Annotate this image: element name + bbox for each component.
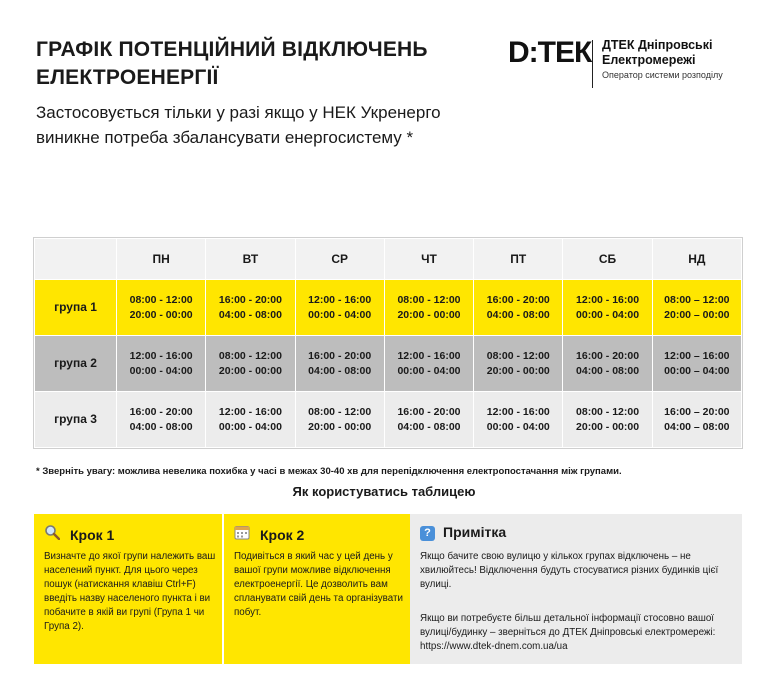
header-day: НД [652, 239, 741, 280]
time-slot: 20:00 - 00:00 [486, 364, 550, 377]
time-slot: 08:00 - 12:00 [576, 405, 640, 418]
schedule-cell [117, 280, 206, 336]
time-slot: 08:00 - 12:00 [397, 293, 461, 306]
schedule-cell [474, 336, 563, 392]
schedule-cell [295, 336, 384, 392]
time-slot: 16:00 - 20:00 [486, 293, 550, 306]
time-slot: 20:00 - 00:00 [308, 420, 372, 433]
step2-heading [234, 524, 304, 543]
time-slot: 20:00 - 00:00 [129, 308, 193, 321]
group-label: група 1 [35, 280, 117, 336]
schedule-cell [474, 280, 563, 336]
time-slot: 16:00 – 20:00 [664, 405, 730, 418]
step1-panel [34, 514, 222, 664]
step1-text: Визначте до якої групи належить ваш населений пункт. Для цього через пошук (натискання клавіш Ctrl+F) введіть назву населеного пункта і ви побачите в якій ви групі (Група 1 чи Група 2). [44, 551, 216, 632]
time-slot: 08:00 - 12:00 [308, 405, 372, 418]
time-slot: 16:00 - 20:00 [129, 405, 193, 418]
remark-panel [410, 514, 742, 664]
step2-title: Крок 2 [260, 527, 305, 543]
time-slot: 04:00 - 08:00 [576, 364, 640, 377]
time-slot: 16:00 - 20:00 [218, 293, 282, 306]
step1-heading [44, 524, 114, 543]
step2-text: Подивіться в який час у цей день у вашої групи можливе відключення електроенергії. Це дозволить вам спланувати свій день та організувати побут. [234, 551, 403, 618]
time-slot: 04:00 - 08:00 [218, 308, 282, 321]
header-day: СР [295, 239, 384, 280]
time-slot: 00:00 - 04:00 [397, 364, 461, 377]
remark-heading [420, 524, 506, 541]
page-subtitle: Застосовується тільки у разі якщо у НЕК Укренерго виникне потреба збалансувати енергосистему * [36, 103, 441, 147]
schedule-cell [563, 336, 652, 392]
header-day: ЧТ [384, 239, 473, 280]
time-slot: 08:00 - 12:00 [218, 349, 282, 362]
logo-company-name: ДТЕК Дніпровські Електромережі [602, 38, 713, 67]
time-slot: 00:00 - 04:00 [129, 364, 193, 377]
schedule-cell [652, 392, 741, 448]
time-slot: 16:00 - 20:00 [576, 349, 640, 362]
dtek-logo [508, 36, 738, 96]
step2-panel [224, 514, 410, 664]
schedule-cell [295, 392, 384, 448]
step1-title: Крок 1 [70, 527, 115, 543]
remark-text-2: Якщо ви потребуєте більш детальної інформації стосовно вашої вулиці/будинку – зверніться до ДТЕК Дніпровські електромережі: https://www.dtek-dnem.com.ua/ua [420, 613, 716, 652]
time-slot: 00:00 - 04:00 [308, 308, 372, 321]
time-slot: 16:00 - 20:00 [308, 349, 372, 362]
table-row [35, 336, 742, 392]
header-day: СБ [563, 239, 652, 280]
remark-text-1: Якщо бачите свою вулицю у кількох групах відключень – не хвилюйтесь! Відключення будуть стосуватися різних будинків цієї вулиці. [420, 551, 719, 590]
time-slot: 16:00 - 20:00 [397, 405, 461, 418]
table-header-row [35, 239, 742, 280]
page-title: ГРАФІК ПОТЕНЦІЙНИЙ ВІДКЛЮЧЕНЬ ЕЛЕКТРОЕНЕРГІЇ [36, 38, 428, 89]
schedule-cell [117, 392, 206, 448]
time-slot: 12:00 - 16:00 [576, 293, 640, 306]
header-corner [35, 239, 117, 280]
schedule-cell [652, 336, 741, 392]
time-slot: 12:00 - 16:00 [486, 405, 550, 418]
schedule-cell [384, 336, 473, 392]
time-slot: 00:00 - 04:00 [486, 420, 550, 433]
group-label: група 3 [35, 392, 117, 448]
calendar-icon [234, 524, 252, 543]
schedule-cell [384, 280, 473, 336]
time-slot: 12:00 – 16:00 [664, 349, 730, 362]
time-slot: 20:00 - 00:00 [397, 308, 461, 321]
search-icon [44, 524, 62, 543]
time-slot: 04:00 - 08:00 [486, 308, 550, 321]
logo-subtitle: Оператор системи розподілу [602, 70, 723, 80]
time-slot: 04:00 - 08:00 [308, 364, 372, 377]
time-slot: 20:00 – 00:00 [664, 308, 730, 321]
table-row [35, 392, 742, 448]
time-slot: 00:00 - 04:00 [576, 308, 640, 321]
time-slot: 12:00 - 16:00 [129, 349, 193, 362]
time-slot: 08:00 - 12:00 [486, 349, 550, 362]
time-slot: 20:00 - 00:00 [576, 420, 640, 433]
question-icon: ? [420, 526, 435, 541]
time-slot: 04:00 - 08:00 [397, 420, 461, 433]
time-slot: 12:00 - 16:00 [308, 293, 372, 306]
schedule-cell [652, 280, 741, 336]
schedule-cell [206, 280, 295, 336]
schedule-cell [563, 392, 652, 448]
time-slot: 00:00 – 04:00 [664, 364, 730, 377]
header-day: ВТ [206, 239, 295, 280]
time-slot: 08:00 - 12:00 [129, 293, 193, 306]
remark-title: Примітка [443, 524, 507, 540]
schedule-cell [206, 336, 295, 392]
header-day: ПН [117, 239, 206, 280]
time-slot: 04:00 - 08:00 [129, 420, 193, 433]
schedule-table [34, 238, 742, 448]
footnote: * Зверніть увагу: можлива невелика похибка у часі в межах 30-40 хв для перепідключення електропостачання між групами. [36, 466, 622, 477]
group-label: група 2 [35, 336, 117, 392]
time-slot: 12:00 - 16:00 [397, 349, 461, 362]
schedule-cell [563, 280, 652, 336]
schedule-cell [474, 392, 563, 448]
time-slot: 04:00 – 08:00 [664, 420, 730, 433]
time-slot: 20:00 - 00:00 [218, 364, 282, 377]
schedule-cell [295, 280, 384, 336]
logo-mark: D:ТЕК [508, 36, 592, 69]
schedule-cell [384, 392, 473, 448]
time-slot: 08:00 – 12:00 [664, 293, 730, 306]
schedule-cell [206, 392, 295, 448]
time-slot: 12:00 - 16:00 [218, 405, 282, 418]
table-row [35, 280, 742, 336]
schedule-cell [117, 336, 206, 392]
time-slot: 00:00 - 04:00 [218, 420, 282, 433]
header-day: ПТ [474, 239, 563, 280]
howto-title: Як користуватись таблицею [292, 484, 476, 499]
logo-divider [592, 40, 593, 88]
